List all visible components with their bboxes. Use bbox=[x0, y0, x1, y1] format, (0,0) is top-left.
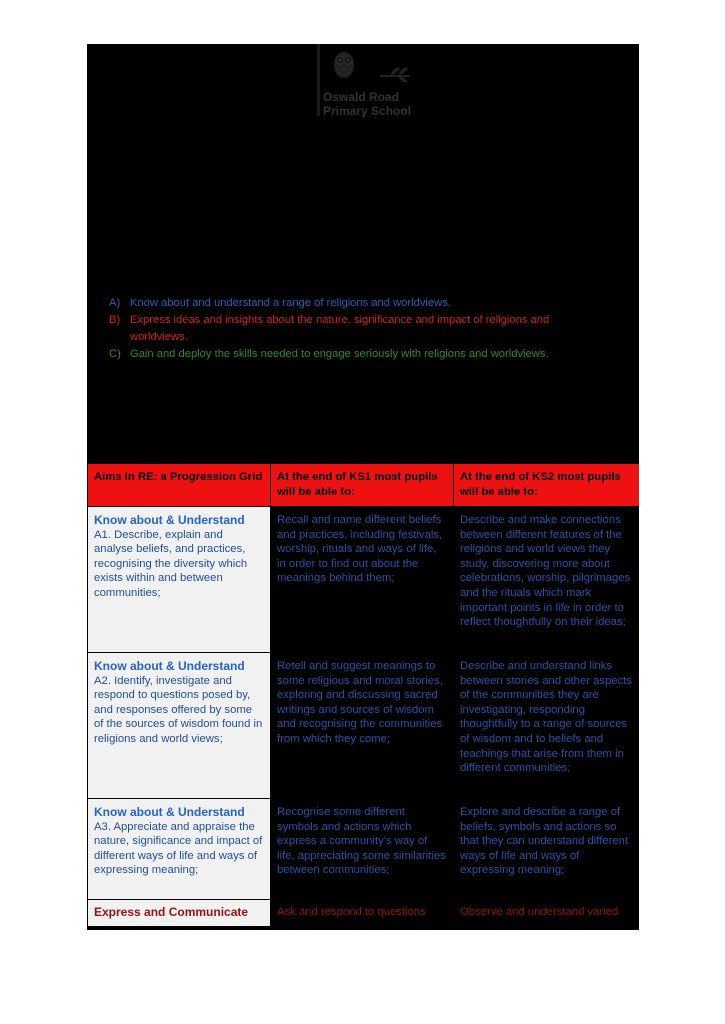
aim-a-text: Know about and understand a range of religions and worldviews. bbox=[130, 297, 451, 309]
school-name-line2: Primary School bbox=[323, 104, 412, 118]
document-page bbox=[87, 44, 639, 930]
leaves-icon bbox=[380, 64, 410, 84]
ks1-cell: Ask and respond to questions bbox=[271, 900, 454, 927]
ks1-cell: Recall and name different beliefs and practices, including festivals, worship, rituals and ways of life, in order to find out about the meanings behind them; bbox=[271, 507, 454, 653]
aim-description: A2. Identify, investigate and respond to questions posed by, and responses offered by some of the sources of wisdom found in religions and world views; bbox=[94, 674, 263, 745]
progression-grid bbox=[87, 463, 639, 927]
table-row bbox=[88, 900, 640, 927]
aim-a-marker: A) bbox=[109, 297, 121, 309]
ks2-cell: Explore and describe a range of beliefs, symbols and actions so that they can understand different ways of life and ways of expressing meaning; bbox=[454, 799, 640, 900]
table-row bbox=[88, 653, 640, 799]
aim-c bbox=[109, 346, 609, 363]
table-row bbox=[88, 507, 640, 653]
aim-description: A1. Describe, explain and analyse beliefs, and practices, recognising the diversity which exists within and between communities; bbox=[94, 528, 248, 599]
aim-cell bbox=[88, 799, 271, 900]
aim-b-marker: B) bbox=[109, 314, 121, 326]
aim-title: Express and Communicate bbox=[94, 905, 249, 919]
ks1-cell: Recognise some different symbols and actions which express a community's way of life, appreciating some similarities between communities; bbox=[271, 799, 454, 900]
ks2-cell: Observe and understand varied bbox=[454, 900, 640, 927]
aim-title: Know about & Understand bbox=[94, 513, 245, 527]
aim-c-text: Gain and deploy the skills needed to engage seriously with religions and worldviews. bbox=[130, 348, 549, 360]
school-logo bbox=[312, 44, 422, 124]
aim-c-marker: C) bbox=[109, 348, 121, 360]
aim-a bbox=[109, 295, 609, 312]
owl-icon bbox=[332, 49, 356, 79]
header-ks1: At the end of KS1 most pupils will be able to: bbox=[271, 464, 454, 507]
aim-cell bbox=[88, 900, 271, 927]
header-ks2: At the end of KS2 most pupils will be able to: bbox=[454, 464, 640, 507]
school-name-line1: Oswald Road bbox=[323, 90, 400, 104]
ks2-cell: Describe and understand links between stories and other aspects of the communities they are investigating, responding thoughtfully to a range of sources of wisdom and to beliefs and teachings that arise from them in different communities; bbox=[454, 653, 640, 799]
aim-title: Know about & Understand bbox=[94, 805, 245, 819]
aim-title: Know about & Understand bbox=[94, 659, 245, 673]
aim-description: A3. Appreciate and appraise the nature, significance and impact of different ways of life and ways of expressing meaning; bbox=[94, 820, 263, 877]
school-name bbox=[323, 90, 411, 118]
ks1-cell: Retell and suggest meanings to some religious and moral stories, exploring and discussing sacred writings and sources of wisdom and recognising the communities from which they come; bbox=[271, 653, 454, 799]
table-row bbox=[88, 799, 640, 900]
ks2-cell: Describe and make connections between different features of the religions and world views they study, discovering more about celebrations, worship, pilgrimages and the rituals which mark important points in life in order to reflect thoughtfully on their ideas; bbox=[454, 507, 640, 653]
header-aims: Aims in RE: a Progression Grid bbox=[88, 464, 271, 507]
aim-cell bbox=[88, 653, 271, 799]
aim-cell bbox=[88, 507, 271, 653]
logo-divider bbox=[317, 44, 320, 116]
grid-header-row bbox=[88, 464, 640, 507]
aims-list bbox=[109, 295, 609, 363]
aim-b bbox=[109, 312, 609, 346]
aim-b-text: Express ideas and insights about the nature, significance and impact of religions and worldviews. bbox=[130, 314, 550, 343]
